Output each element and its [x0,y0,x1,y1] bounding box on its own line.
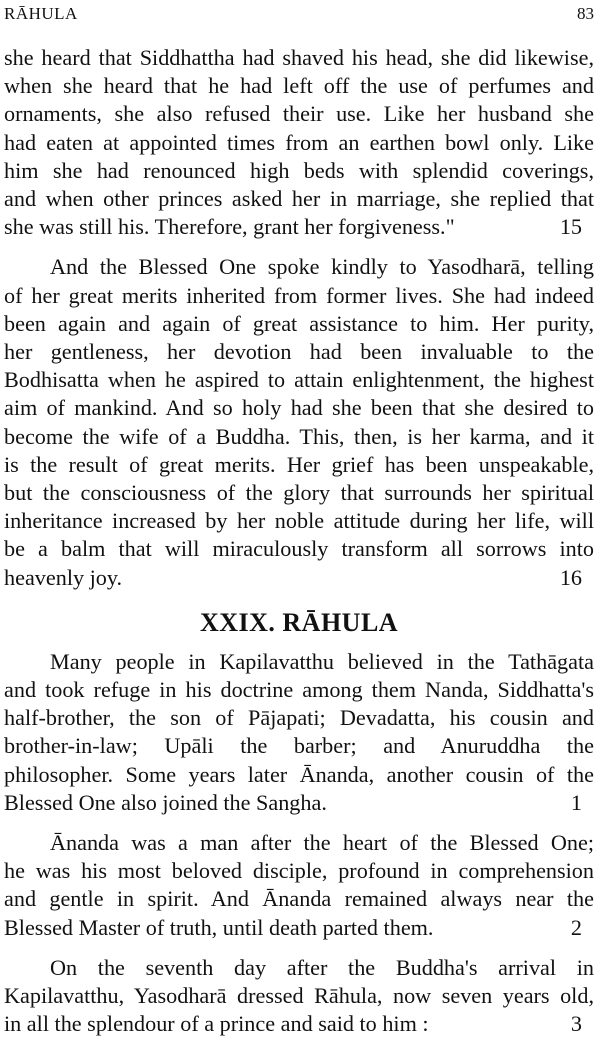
text-line: On the seventh day after the Buddha's arrival in [50,954,594,980]
paragraph [4,954,594,1039]
text-line: and took refuge in his doctrine among them Nanda, Siddhatta's [4,677,594,703]
text-line: when she heard that he had left off the use of perfumes and [4,73,594,99]
text-line: inheritance increased by her noble attitude during her life, will [4,508,594,534]
text-line: And the Blessed One spoke kindly to Yasodharā, telling [50,254,594,280]
text-line: brother-in-law; Upāli the barber; and Anuruddha the [4,733,594,759]
text-line-content: Blessed Master of truth, until death parted them. [4,914,434,940]
text-line: philosopher. Some years later Ānanda, another cousin of the [4,761,594,787]
text-line: he was his most beloved disciple, profound in comprehension [4,858,594,884]
text-line: but the consciousness of the glory that surrounds her spiritual [4,480,594,506]
paragraph [4,253,594,591]
text-line: is the result of great merits. Her grief has been unspeakable, [4,451,594,477]
paragraph [4,648,594,817]
text-line-content: she was still his. Therefore, grant her forgiveness." [4,214,455,240]
paragraph-continued [4,44,594,241]
paragraph [4,829,594,942]
text-line-last [4,564,594,592]
text-line: and gentle in spirit. And Ānanda remained always near the [4,886,594,912]
text-line: become the wife of a Buddha. This, then, is her karma, and it [4,423,594,449]
chapter-title: XXIX. RĀHULA [199,607,399,637]
text-line-content: heavenly joy. [4,564,123,590]
text-line: and when other princes asked her in marriage, she replied that [4,186,594,212]
text-line: Kapilavatthu, Yasodharā dressed Rāhula, now seven years old, [4,983,594,1009]
text-line: Bodhisatta when he aspired to attain enlightenment, the highest [4,367,594,393]
text-line: ornaments, she also refused their use. Like her husband she [4,101,594,127]
text-line-last [4,213,594,241]
text-line: her gentleness, her devotion had been invaluable to the [4,339,594,365]
text-line-last [4,914,594,942]
verse-number: 1 [570,789,582,815]
text-line: aim of mankind. And so holy had she been that she desired to [4,395,594,421]
text-line: Many people in Kapilavatthu believed in the Tathāgata [50,648,594,674]
body-text [4,44,594,1039]
text-line-last [4,1010,594,1038]
page-number: 83 [577,4,594,23]
page-header [4,2,594,26]
verse-number: 3 [570,1011,582,1037]
verse-number: 15 [559,214,582,240]
text-line: she heard that Siddhattha had shaved his head, she did likewise, [4,45,594,70]
text-line: be a balm that will miraculously transform all sorrows into [4,536,594,562]
text-line: half-brother, the son of Pājapati; Devadatta, his cousin and [4,705,594,731]
text-line: Ānanda was a man after the heart of the Blessed One; [50,830,594,856]
text-line-content: in all the splendour of a prince and said to him : [4,1011,429,1037]
verse-number: 16 [559,564,582,590]
text-line: him she had renounced high beds with splendid coverings, [4,157,594,183]
text-line-last [4,789,594,817]
text-line: been again and again of great assistance to him. Her purity, [4,310,594,336]
text-line-content: Blessed One also joined the Sangha. [4,789,327,815]
verse-number: 2 [570,914,582,940]
text-line: had eaten at appointed times from an earthen bowl only. Like [4,129,594,155]
text-line: of her great merits inherited from former lives. She had indeed [4,282,594,308]
running-head: RĀHULA [4,4,78,23]
